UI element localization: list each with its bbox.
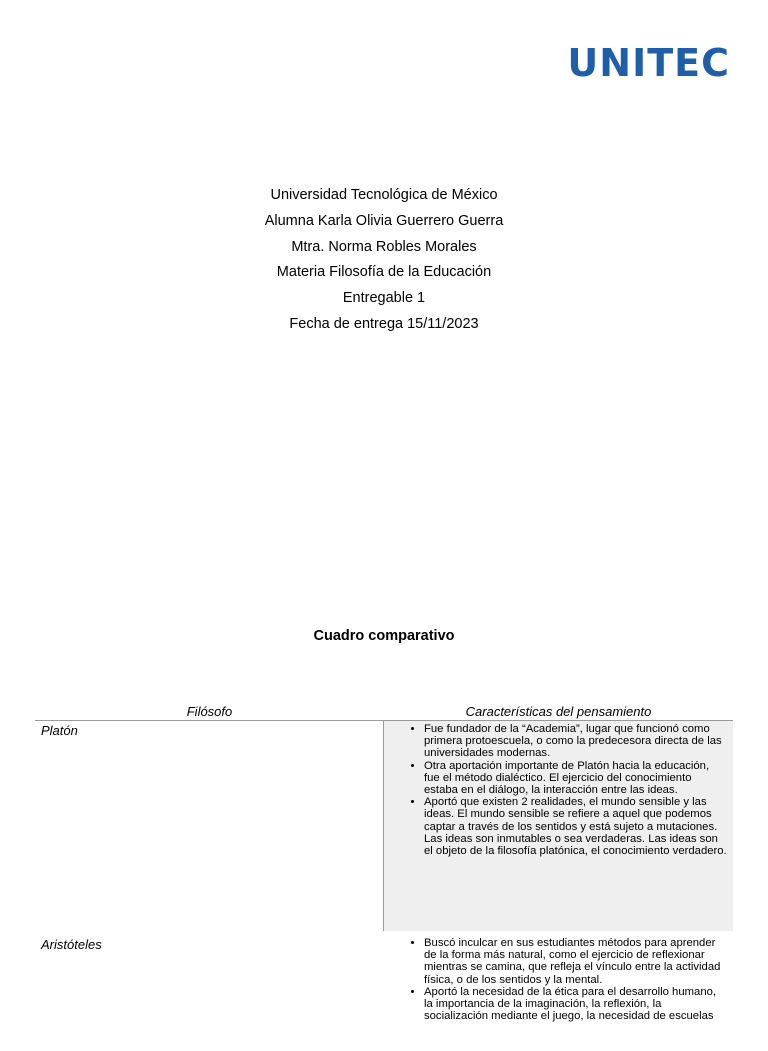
- list-item: • Aportó que existen 2 realidades, el mundo sensible y las ideas. El mundo sensible se refiere a aquel que podemos captar a través de los sentidos y está sujeto a mutaciones. Las ideas son inmutables o sea verdaderas. Las ideas son el objeto de la filosofía platónica, el conocimiento verdadero.: [424, 796, 727, 857]
- university-name: Universidad Tecnológica de México: [270, 187, 498, 203]
- characteristics-cell: [384, 931, 733, 1051]
- bullet-list: [404, 937, 727, 1022]
- unitec-logo: UNITEC: [567, 41, 730, 85]
- header-characteristics: Características del pensamiento: [465, 704, 652, 719]
- table-row: [35, 721, 733, 931]
- bullet-list: [404, 723, 727, 857]
- characteristics-cell: [384, 721, 733, 931]
- header-philosopher: Filósofo: [186, 704, 233, 719]
- list-item: • Buscó inculcar en sus estudiantes métodos para aprender de la forma más natural, como el ejercicio de reflexionar mientras se camina, que refleja el vínculo entre la actividad física, o de los sentidos y la mental.: [424, 937, 727, 986]
- table-header: [35, 704, 733, 721]
- philosopher-name: Platón: [35, 721, 384, 931]
- table-row: [35, 931, 733, 1051]
- teacher-name: Mtra. Norma Robles Morales: [291, 238, 477, 255]
- cover-block: [0, 184, 768, 339]
- comparison-table: [35, 704, 733, 1051]
- philosopher-name: Aristóteles: [41, 937, 102, 952]
- list-item: • Fue fundador de la “Academia”, lugar que funcionó como primera protoescuela, o como la predecesora directa de las universidades modernas.: [424, 723, 727, 760]
- deliverable-label: Entregable 1: [342, 290, 426, 307]
- student-name: Alumna Karla Olivia Guerrero Guerra: [264, 212, 504, 229]
- section-title: Cuadro comparativo: [313, 628, 455, 644]
- list-item: • Otra aportación importante de Platón hacia la educación, fue el método dialéctico. El ejercicio del conocimiento estaba en el diálogo, la interacción entre las ideas.: [424, 760, 727, 797]
- subject-name: Materia Filosofía de la Educación: [276, 264, 492, 281]
- list-item: • Aportó la necesidad de la ética para el desarrollo humano, la importancia de la imaginación, la reflexión, la socialización mediante el juego, la necesidad de escuelas: [424, 986, 727, 1023]
- due-date: Fecha de entrega 15/11/2023: [289, 315, 479, 332]
